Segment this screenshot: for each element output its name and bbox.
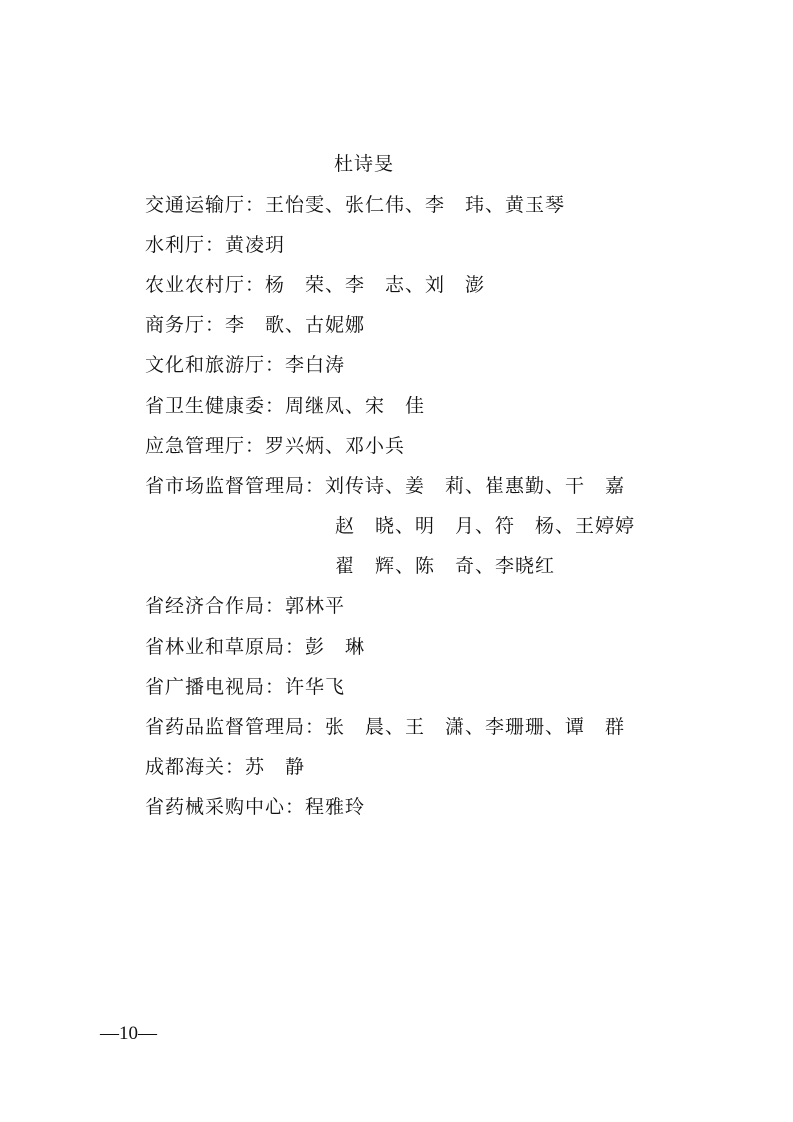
entry-health: 省卫生健康委：周继凤、宋 佳 [145, 395, 426, 417]
entry-economic-cooperation: 省经济合作局：郭林平 [145, 595, 346, 617]
entry-market-supervision-cont-1: 赵 晓、明 月、符 杨、王婷婷 [335, 515, 636, 537]
entry-commerce: 商务厅：李 歌、古妮娜 [145, 314, 366, 336]
entry-market-supervision-cont-2: 翟 辉、陈 奇、李晓红 [335, 555, 556, 577]
name-continuation: 杜诗旻 [334, 153, 395, 175]
entry-broadcasting: 省广播电视局：许华飞 [145, 676, 346, 698]
entry-market-supervision: 省市场监督管理局：刘传诗、姜 莉、崔惠勤、干 嘉 [145, 475, 626, 497]
entry-forestry: 省林业和草原局：彭 琳 [145, 636, 366, 658]
entry-emergency: 应急管理厅：罗兴炳、邓小兵 [145, 435, 406, 457]
page-number: —10— [100, 1023, 157, 1044]
entry-procurement-center: 省药械采购中心：程雅玲 [145, 796, 366, 818]
entry-agriculture: 农业农村厅：杨 荣、李 志、刘 澎 [145, 274, 486, 296]
entry-customs: 成都海关：苏 静 [145, 756, 306, 778]
entry-culture-tourism: 文化和旅游厅：李白涛 [145, 354, 346, 376]
entry-drug-supervision: 省药品监督管理局：张 晨、王 潇、李珊珊、谭 群 [145, 716, 626, 738]
entry-water: 水利厅：黄凌玥 [145, 234, 286, 256]
entry-transport: 交通运输厅：王怡雯、张仁伟、李 玮、黄玉琴 [145, 194, 566, 216]
